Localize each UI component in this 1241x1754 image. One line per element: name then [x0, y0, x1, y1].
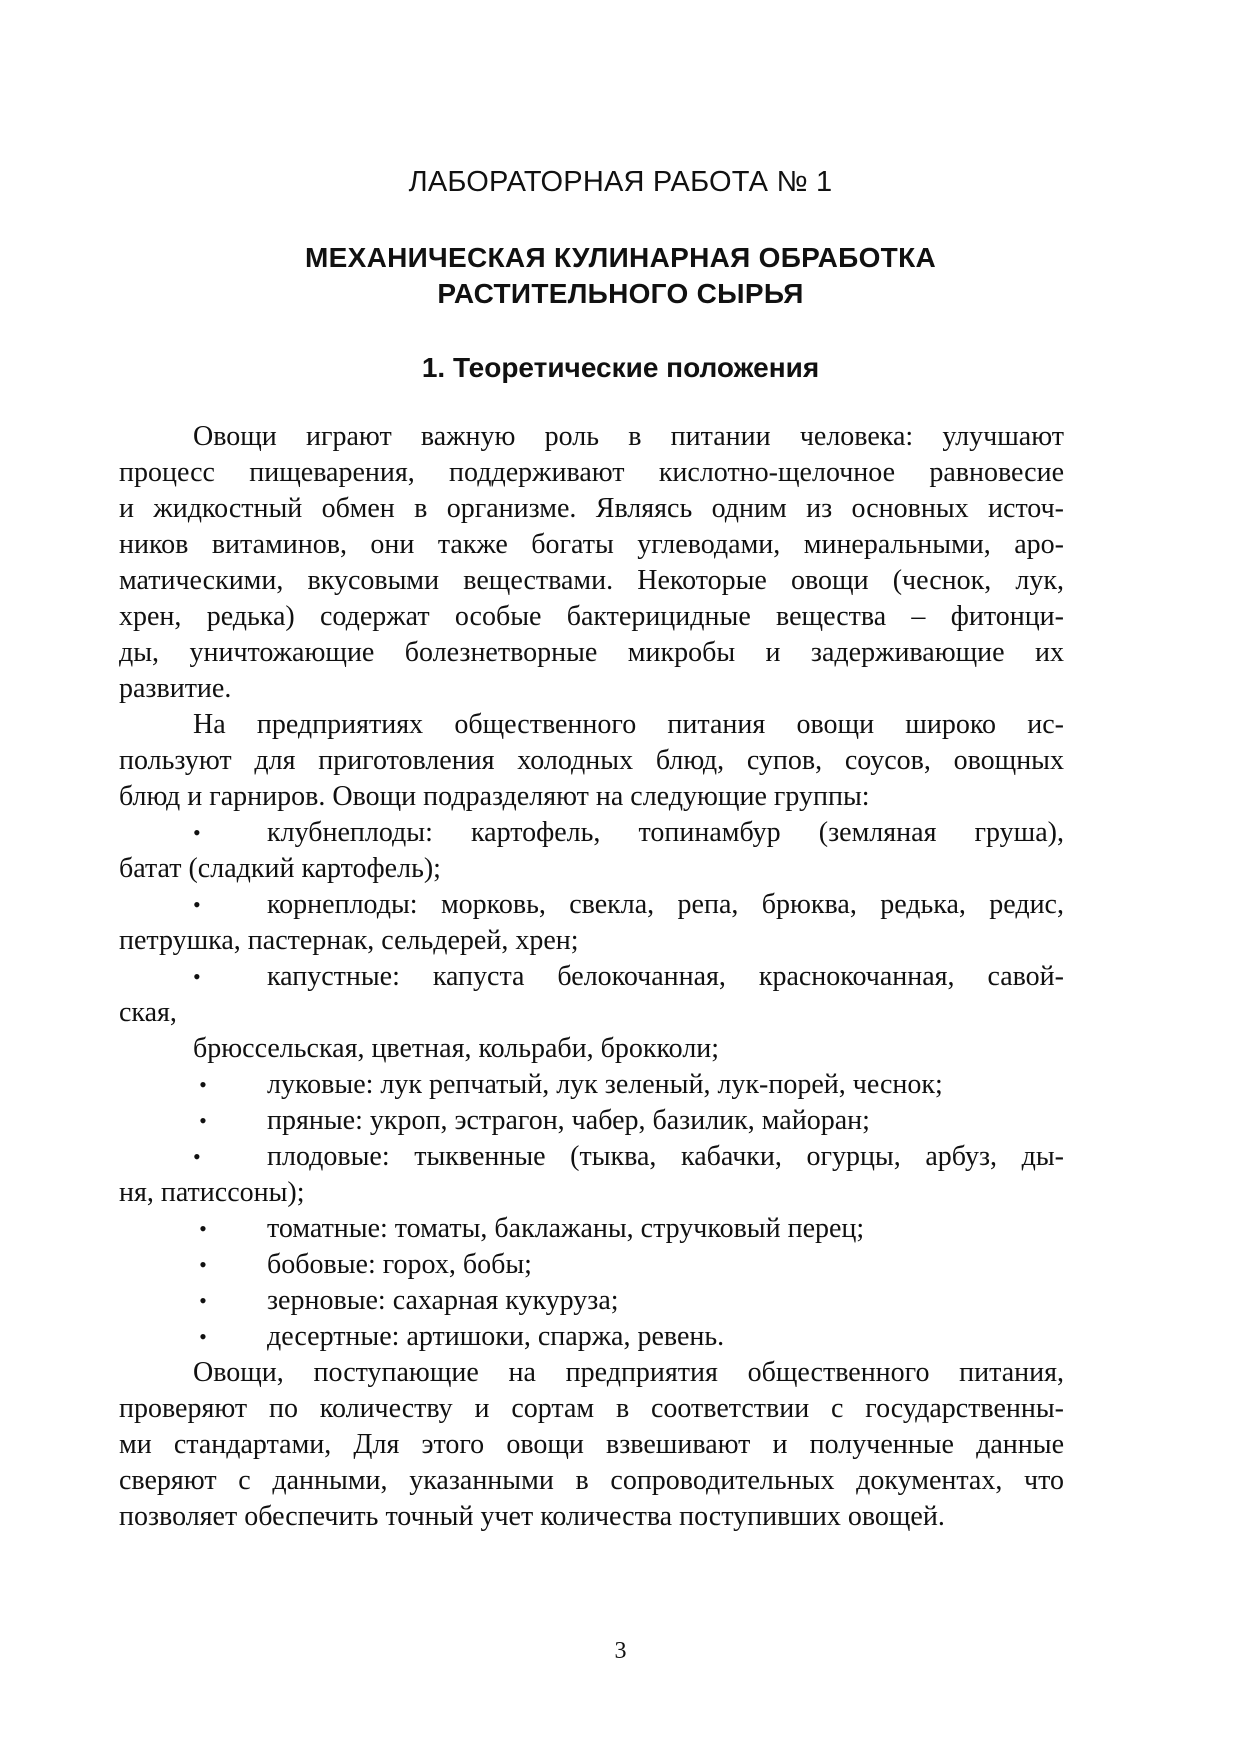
- list-item-continuation: ская,: [119, 997, 177, 1028]
- list-item-continuation: батат (сладкий картофель);: [119, 853, 441, 884]
- paragraph-line: матическими, вкусовыми веществами. Некоторые овощи (чеснок, лук,: [119, 565, 1064, 596]
- list-item-legumes: [119, 1247, 1064, 1283]
- paragraph-line: блюд и гарниров. Овощи подразделяют на следующие группы:: [119, 781, 870, 812]
- paragraph-line: и жидкостный обмен в организме. Являясь одним из основных источ-: [119, 493, 1064, 524]
- list-item-fruit: [119, 1139, 1064, 1175]
- list-item-text: клубнеплоды: картофель, топинамбур (земляная груша),: [267, 817, 1064, 848]
- list-item-grain: [119, 1283, 1064, 1319]
- section-title: 1. Теоретические положения: [421, 352, 820, 383]
- paragraph-line: хрен, редька) содержат особые бактерицидные вещества – фитонци-: [119, 601, 1064, 632]
- bullet-icon: •: [199, 1288, 207, 1313]
- bullet-icon: •: [199, 1108, 207, 1133]
- paragraph-line: На предприятиях общественного питания овощи широко ис-: [193, 709, 1064, 740]
- list-item-text: томатные: томаты, баклажаны, стручковый перец;: [267, 1213, 865, 1244]
- list-item-text: капустные: капуста белокочанная, краснокочанная, савой-: [267, 961, 1064, 992]
- paragraph-line: ников витаминов, они также богаты углеводами, минеральными, аро-: [119, 529, 1064, 560]
- lab-title: ЛАБОРАТОРНАЯ РАБОТА № 1: [408, 166, 833, 198]
- list-item-text: бобовые: горох, бобы;: [267, 1249, 532, 1280]
- paragraph-line: сверяют с данными, указанными в сопроводительных документах, что: [119, 1465, 1064, 1496]
- page-number: 3: [614, 1638, 627, 1664]
- list-item-spicy: [119, 1103, 1064, 1139]
- list-item-continuation: ня, патиссоны);: [119, 1177, 305, 1208]
- paragraph-line: позволяет обеспечить точный учет количества поступивших овощей.: [119, 1501, 945, 1532]
- bullet-icon: •: [193, 820, 201, 845]
- bullet-icon: •: [193, 1144, 201, 1169]
- paragraph-line: ми стандартами, Для этого овощи взвешивают и полученные данные: [119, 1429, 1064, 1460]
- paragraph-line: процесс пищеварения, поддерживают кислотно-щелочное равновесие: [119, 457, 1064, 488]
- body-text: [119, 419, 1064, 1535]
- main-title-line: РАСТИТЕЛЬНОГО СЫРЬЯ: [437, 278, 804, 309]
- list-item-text: луковые: лук репчатый, лук зеленый, лук-порей, чеснок;: [267, 1069, 943, 1100]
- list-item-continuation: петрушка, пастернак, сельдерей, хрен;: [119, 925, 579, 956]
- list-item-dessert: [119, 1319, 1064, 1355]
- paragraph-line: Овощи играют важную роль в питании человека: улучшают: [193, 421, 1064, 452]
- paragraph-line: пользуют для приготовления холодных блюд, супов, соусов, овощных: [119, 745, 1064, 776]
- list-item-text: зерновые: сахарная кукуруза;: [267, 1285, 619, 1316]
- bullet-icon: •: [199, 1324, 207, 1349]
- main-title-line: МЕХАНИЧЕСКАЯ КУЛИНАРНАЯ ОБРАБОТКА: [305, 242, 936, 273]
- list-item-cabbage: [119, 959, 1064, 995]
- list-item-roots: [119, 887, 1064, 923]
- paragraph-line: ды, уничтожающие болезнетворные микробы и задерживающие их: [119, 637, 1064, 668]
- bullet-icon: •: [193, 892, 201, 917]
- paragraph-line: Овощи, поступающие на предприятия общественного питания,: [193, 1357, 1064, 1388]
- list-item-tomato: [119, 1211, 1064, 1247]
- bullet-icon: •: [199, 1072, 207, 1097]
- list-item-text: корнеплоды: морковь, свекла, репа, брюква, редька, редис,: [267, 889, 1064, 920]
- paragraph-line: развитие.: [119, 673, 232, 704]
- list-item-text: десертные: артишоки, спаржа, ревень.: [267, 1321, 725, 1352]
- bullet-icon: •: [199, 1216, 207, 1241]
- main-title: [0, 240, 1241, 312]
- list-item-text: плодовые: тыквенные (тыква, кабачки, огурцы, арбуз, ды-: [267, 1141, 1064, 1172]
- paragraph-line: проверяют по количеству и сортам в соответствии с государственны-: [119, 1393, 1064, 1424]
- list-item-onion: [119, 1067, 1064, 1103]
- bullet-icon: •: [193, 964, 201, 989]
- list-item-tubers: [119, 815, 1064, 851]
- list-item-text: пряные: укроп, эстрагон, чабер, базилик, майоран;: [267, 1105, 870, 1136]
- list-item-continuation: брюссельская, цветная, кольраби, брокколи;: [193, 1033, 720, 1064]
- bullet-icon: •: [199, 1252, 207, 1277]
